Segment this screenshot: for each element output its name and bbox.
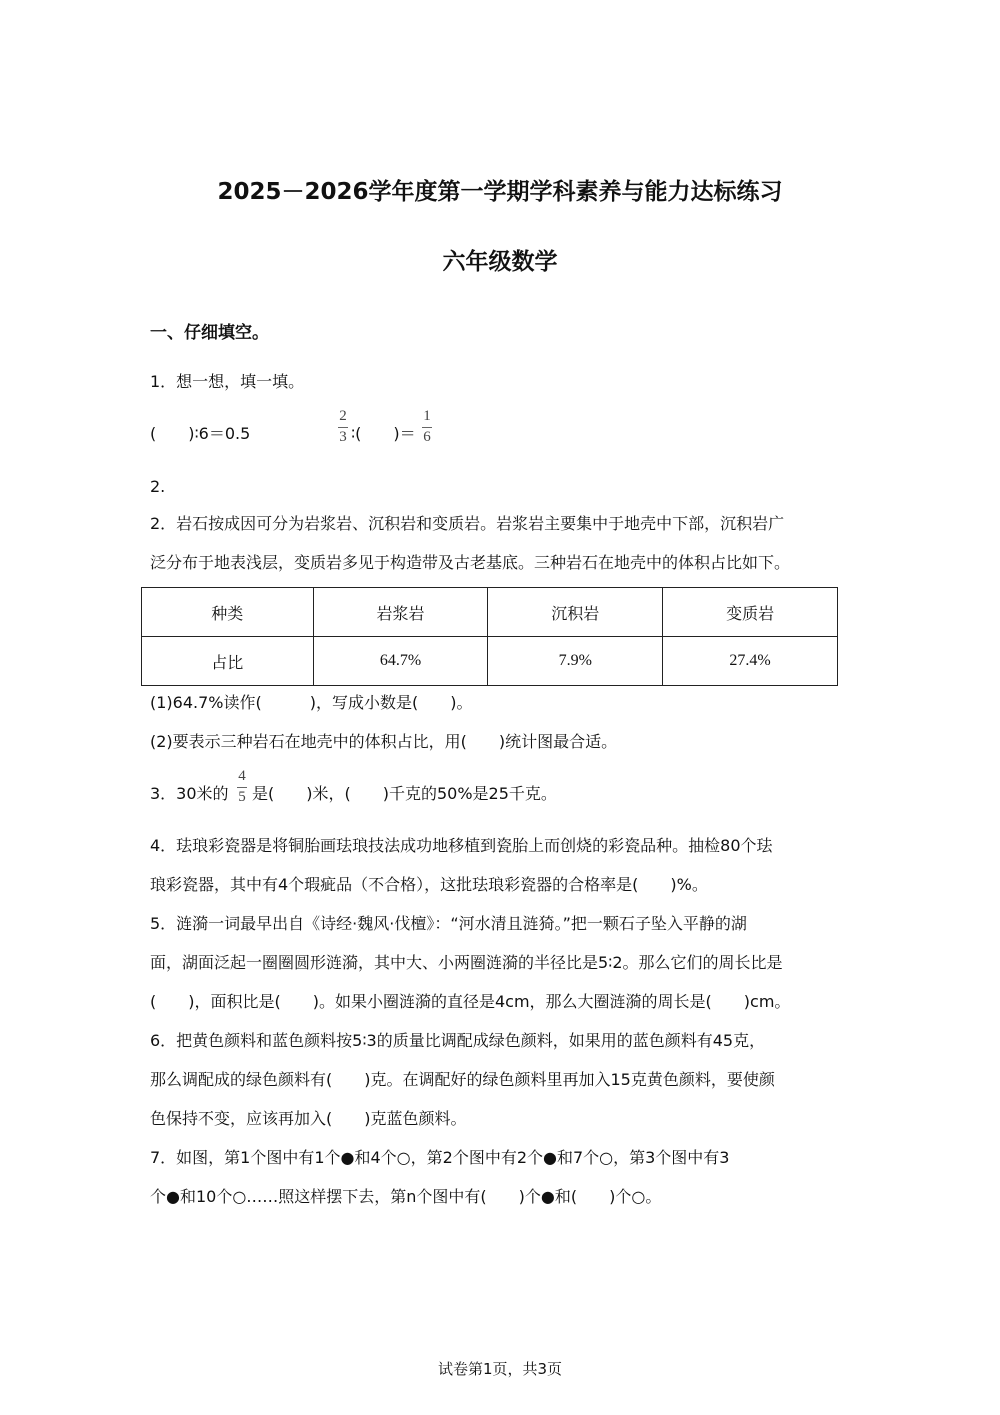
rock-proportion-table — [141, 587, 838, 686]
table-cell: 27.4% — [663, 637, 838, 686]
fraction-four-fifths — [235, 768, 249, 810]
table-header-cell: 变质岩 — [663, 588, 838, 637]
table-header-cell: 岩浆岩 — [313, 588, 488, 637]
question-6-line-3: 色保持不变，应该再加入( )克蓝色颜料。 — [150, 1109, 467, 1128]
fraction-bar — [422, 427, 432, 428]
question-2-line-1: 2．岩石按成因可分为岩浆岩、沉积岩和变质岩。岩浆岩主要集中于地壳中下部，沉积岩广 — [150, 514, 785, 533]
question-2-line-2: 泛分布于地表浅层，变质岩多见于构造带及古老基底。三种岩石在地壳中的体积占比如下。 — [150, 553, 791, 572]
fraction-one-sixth — [420, 408, 434, 450]
question-6-line-2: 那么调配成的绿色颜料有( )克。在调配好的绿色颜料里再加入15克黄色颜料，要使颜 — [150, 1070, 775, 1089]
fraction-numerator: 2 — [339, 408, 347, 424]
question-5-line-2: 面，湖面泛起一圈圈圆形涟漪，其中大、小两圈涟漪的半径比是5∶2。那么它们的周长比是 — [150, 953, 783, 972]
table-cell: 7.9% — [488, 637, 663, 686]
question-2-sub-1: (1)64.7%读作( )，写成小数是( )。 — [150, 693, 473, 712]
table-header-cell: 沉积岩 — [488, 588, 663, 637]
question-6-line-1: 6．把黄色颜料和蓝色颜料按5∶3的质量比调配成绿色颜料，如果用的蓝色颜料有45克， — [150, 1031, 766, 1050]
question-4-line-1: 4．珐琅彩瓷器是将铜胎画珐琅技法成功地移植到瓷胎上而创烧的彩瓷品种。抽检80个珐 — [150, 836, 773, 855]
question-5-line-3: ( )，面积比是( )。如果小圈涟漪的直径是4cm，那么大圈涟漪的周长是( )cm。 — [150, 992, 791, 1011]
table-header-row — [142, 588, 838, 637]
question-1-prompt: 1．想一想，填一填。 — [150, 372, 305, 391]
fraction-numerator: 1 — [423, 408, 431, 424]
stray-number: 2. — [150, 477, 166, 496]
table-cell: 占比 — [142, 637, 314, 686]
question-7-line-1: 7．如图，第1个图中有1个●和4个○，第2个图中有2个●和7个○，第3个图中有3 — [150, 1148, 730, 1167]
section-heading: 一、仔细填空。 — [150, 323, 269, 343]
fraction-bar — [237, 787, 247, 788]
question-1-expression-a: ( )∶6＝0.5 — [150, 424, 251, 443]
table-header-cell: 种类 — [142, 588, 314, 637]
exam-title: 2025－2026学年度第一学期学科素养与能力达标练习 — [217, 179, 783, 205]
table-cell: 64.7% — [313, 637, 488, 686]
question-3-post: 是( )米，( )千克的50%是25千克。 — [252, 784, 557, 803]
exam-subtitle: 六年级数学 — [442, 249, 558, 275]
question-1-expression-b: ∶( )＝ — [351, 424, 416, 443]
fraction-denominator: 5 — [238, 789, 246, 805]
question-4-line-2: 琅彩瓷器，其中有4个瑕疵品（不合格），这批珐琅彩瓷器的合格率是( )%。 — [150, 875, 708, 894]
fraction-denominator: 6 — [423, 429, 431, 445]
question-3-pre: 3．30米的 — [150, 784, 229, 803]
table-row — [142, 637, 838, 686]
question-7-line-2: 个●和10个○……照这样摆下去，第n个图中有( )个●和( )个○。 — [150, 1187, 662, 1206]
fraction-numerator: 4 — [238, 768, 246, 784]
fraction-denominator: 3 — [339, 429, 347, 445]
question-2-sub-2: (2)要表示三种岩石在地壳中的体积占比，用( )统计图最合适。 — [150, 732, 618, 751]
fraction-two-thirds — [336, 408, 350, 450]
question-5-line-1: 5．涟漪一词最早出自《诗经·魏风·伐檀》：“河水清且涟猗。”把一颗石子坠入平静的湖 — [150, 914, 747, 933]
page-footer: 试卷第1页，共3页 — [437, 1360, 563, 1378]
fraction-bar — [338, 427, 348, 428]
